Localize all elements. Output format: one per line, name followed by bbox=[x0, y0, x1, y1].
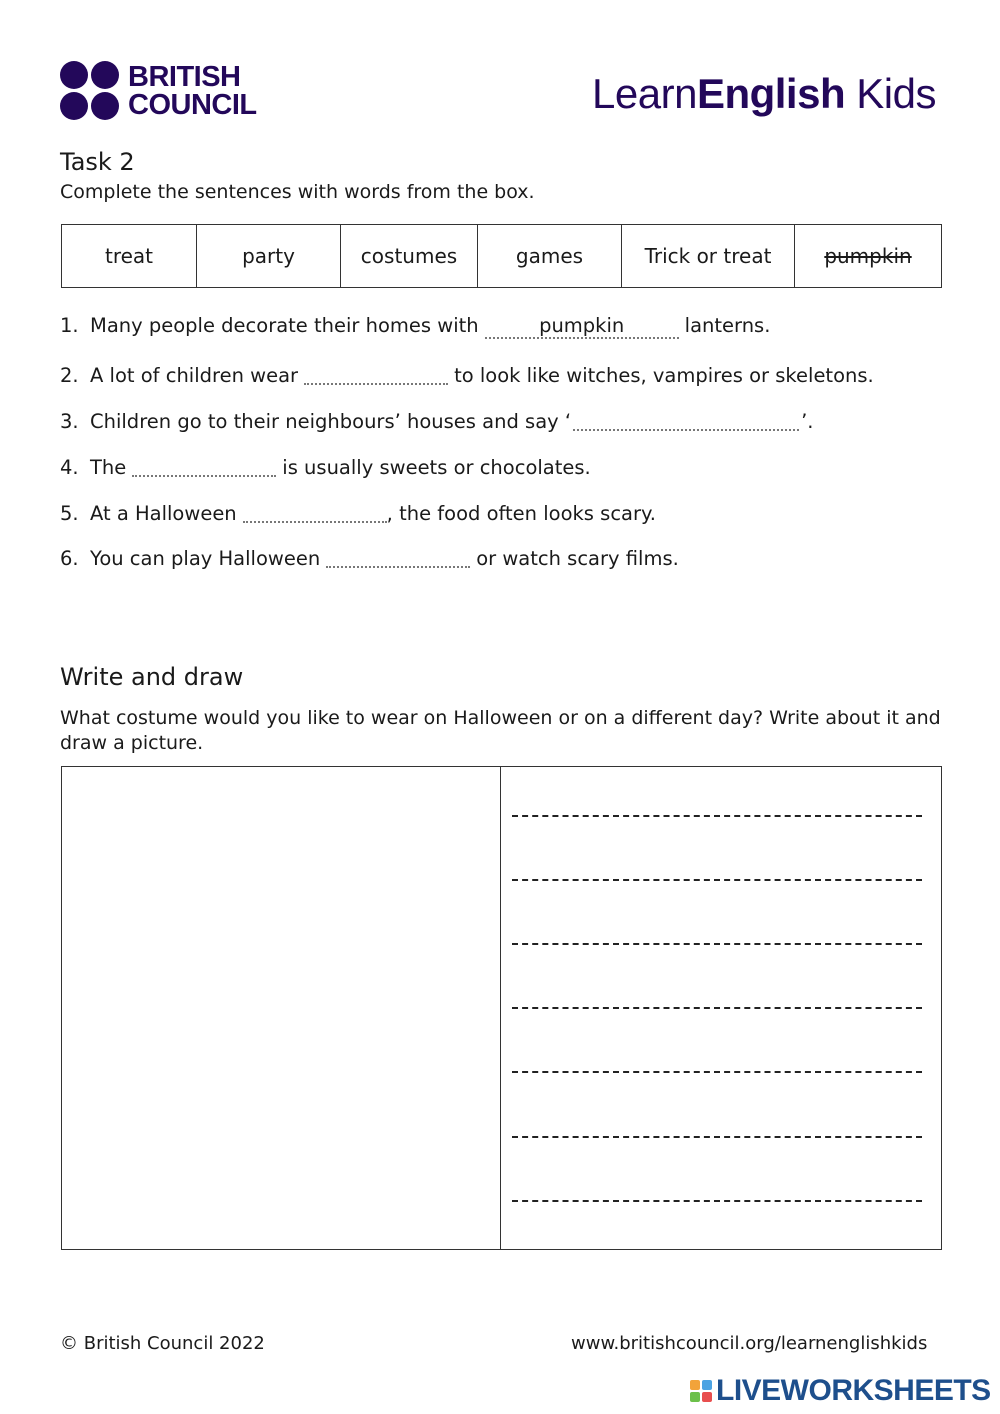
liveworksheets-wordmark: LIVEWORKSHEETS bbox=[716, 1374, 991, 1407]
write-draw-instruction: What costume would you like to wear on Halloween or on a different day? Write about it and draw a picture. bbox=[60, 707, 941, 754]
footer-url[interactable]: www.britishcouncil.org/learnenglishkids bbox=[571, 1333, 928, 1354]
task-title: Task 2 bbox=[60, 148, 135, 176]
learnenglish-kids-logo: LearnEnglish Kids bbox=[592, 70, 936, 117]
answer-blank[interactable] bbox=[326, 546, 470, 568]
liveworksheets-logo bbox=[690, 1374, 991, 1408]
write-draw-divider bbox=[500, 766, 501, 1250]
writing-line[interactable] bbox=[512, 1007, 922, 1009]
writing-line[interactable] bbox=[512, 815, 922, 817]
answer-blank[interactable] bbox=[573, 409, 799, 431]
sentence-1: 1. Many people decorate their homes with pumpkin lanterns. bbox=[60, 314, 771, 337]
sentence-6: 6. You can play Halloween or watch scary films. bbox=[60, 547, 679, 570]
british-council-dots-icon bbox=[60, 61, 120, 121]
answer-blank[interactable] bbox=[243, 501, 387, 523]
writing-line[interactable] bbox=[512, 1071, 922, 1073]
writing-line[interactable] bbox=[512, 879, 922, 881]
answer-blank[interactable]: pumpkin bbox=[485, 317, 679, 339]
sentence-5: 5. At a Halloween , the food often looks scary. bbox=[60, 502, 656, 525]
writing-line[interactable] bbox=[512, 1136, 922, 1138]
copyright: © British Council 2022 bbox=[60, 1333, 265, 1354]
british-council-logo bbox=[60, 60, 257, 122]
word-box bbox=[61, 224, 942, 288]
sentence-4: 4. The is usually sweets or chocolates. bbox=[60, 456, 591, 479]
writing-line[interactable] bbox=[512, 943, 922, 945]
answer-blank[interactable] bbox=[304, 363, 448, 385]
word-box-cell: Trick or treat bbox=[622, 225, 795, 287]
word-box-cell: games bbox=[478, 225, 622, 287]
drawing-area[interactable] bbox=[62, 767, 499, 1248]
write-draw-title: Write and draw bbox=[60, 663, 244, 691]
word-box-cell: treat bbox=[62, 225, 197, 287]
word-box-cell: party bbox=[197, 225, 341, 287]
answer-blank[interactable] bbox=[132, 455, 276, 477]
sentence-3: 3. Children go to their neighbours’ houses and say ‘ ’. bbox=[60, 410, 814, 433]
writing-line[interactable] bbox=[512, 1200, 922, 1202]
liveworksheets-grid-icon bbox=[690, 1380, 712, 1402]
british-council-wordmark: BRITISH COUNCIL bbox=[128, 61, 257, 121]
word-box-cell-crossed: pumpkin bbox=[824, 244, 912, 268]
sentence-2: 2. A lot of children wear to look like witches, vampires or skeletons. bbox=[60, 364, 874, 387]
word-box-cell: costumes bbox=[341, 225, 478, 287]
task-instruction: Complete the sentences with words from the box. bbox=[60, 181, 535, 203]
